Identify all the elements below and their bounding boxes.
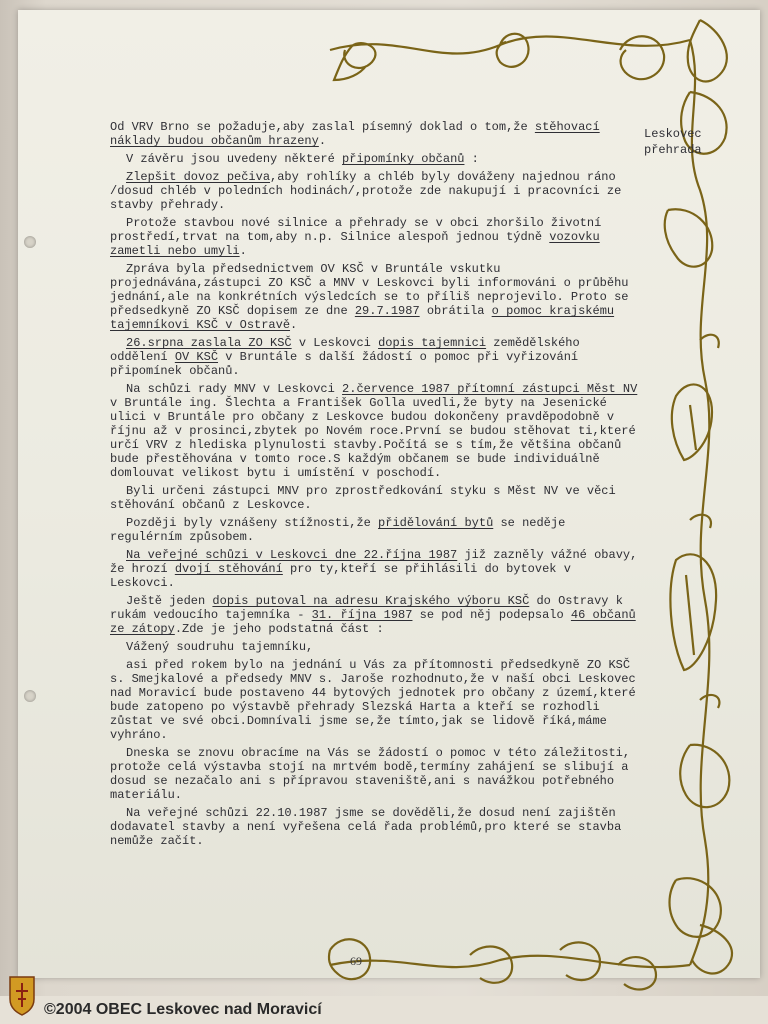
document-paragraph xyxy=(110,216,640,258)
text-run: Dneska se znovu obracíme na Vás se žádostí o pomoc v této záležitosti, protože celá výstavba stojí na mrtvém bodě,termíny zahájení se slibují a dosud se nezačalo ani s přípravou staveniště,ani s navážkou potřebného materiálu. xyxy=(110,746,631,802)
punch-hole xyxy=(24,236,36,248)
document-paragraph xyxy=(110,746,640,802)
text-run: Vážený soudruhu tajemníku, xyxy=(126,640,314,654)
underlined-phrase: 46 občanů ze zátopy xyxy=(110,608,636,636)
document-paragraph xyxy=(110,484,640,512)
text-run: Byli určeni zástupci MNV pro zprostředkování styku s Měst NV ve věci stěhování občanů z Leskovce. xyxy=(110,484,616,512)
underlined-phrase: 2.července 1987 přítomní zástupci Měst NV xyxy=(342,382,638,396)
text-run: do Ostravy k rukám vedoucího tajemníka - xyxy=(110,594,623,622)
text-run: již zazněly vážné obavy, že hrozí xyxy=(110,548,638,576)
underlined-phrase: OV KSČ xyxy=(174,350,219,364)
punch-hole xyxy=(24,690,36,702)
underlined-phrase: stěhovací náklady budou občanům hrazeny xyxy=(110,120,600,148)
text-run: pro ty,kteří se přihlásili do bytovek v Leskovci. xyxy=(110,562,571,590)
text-run: Protože stavbou nové silnice a přehrady se v obci zhoršilo životní prostředí,trvat na tom,aby n.p. Silnice alespoň jednou týdně xyxy=(110,216,602,244)
text-run: asi před rokem bylo na jednání u Vás za přítomnosti předsedkyně ZO KSČ s. Smejkalové a předsedy MNV s. Jaroše rozhodnuto,že v naší obci Leskovec nad Moravicí bude postaveno 44 bytových jednotek pro občany z území,které bude zatopeno po výstavbě přehrady Slezská Harta a kteří se rozhodli zůstat ve své obci.Domnívali jsme se,že tímto,jak se lidově říká,máme vyhráno. xyxy=(110,658,636,742)
underlined-phrase: dopis tajemnici xyxy=(378,336,487,350)
text-run: V závěru jsou uvedeny některé xyxy=(126,152,343,166)
page-number: 69 xyxy=(350,954,362,968)
text-run: Zpráva byla předsednictvem OV KSČ v Bruntále vskutku projednávána,zástupci ZO KSČ a MNV v Leskovci byli informováni o průběhu jednání,ale na konkrétních výsledcích se to příliš neprojevilo. Proto se předsedkyně ZO KSČ dopisem ze dne xyxy=(110,262,629,318)
document-paragraph xyxy=(110,658,640,742)
document-paragraph xyxy=(110,516,640,544)
document-paragraph xyxy=(110,336,640,378)
text-run: Později byly vznášeny stížnosti,že xyxy=(126,516,379,530)
underlined-phrase: 31. října 1987 xyxy=(311,608,413,622)
text-run: v Bruntále ing. Šlechta a František Golla uvedli,že byty na Jesenické ulici v Bruntále pro občany z Leskovce budou dokončeny pravděpodobně v říjnu až v prosinci,zbytek po Novém roce.První se budou stěhovat ti,které určí VRV z hlediska plynulosti stavby.Počítá se s tím,že většina občanů bude přestěhována v tomto roce.S každým občanem se bude individuálně domlouvat velikost bytu i umístění v poschodí. xyxy=(110,396,636,480)
text-run: . xyxy=(290,318,298,332)
underlined-phrase: přidělování bytů xyxy=(378,516,494,530)
text-run: se neděje regulérním způsobem. xyxy=(110,516,566,544)
margin-note-line: přehrada xyxy=(644,143,702,157)
document-paragraph xyxy=(110,152,640,166)
document-paragraph xyxy=(110,170,640,212)
text-run: .Zde je jeho podstatná část : xyxy=(174,622,384,636)
underlined-phrase: 29.7.1987 xyxy=(354,304,420,318)
document-body-text xyxy=(110,120,640,852)
document-paragraph xyxy=(110,806,640,848)
document-paragraph xyxy=(110,262,640,332)
document-paragraph xyxy=(110,382,640,480)
underlined-phrase: Zlepšit dovoz pečiva xyxy=(126,170,271,184)
text-run: zemědělského oddělení xyxy=(110,336,580,364)
underlined-phrase: dopis putoval na adresu Krajského výboru KSČ xyxy=(212,594,530,608)
text-run: v Leskovci xyxy=(291,336,379,350)
underlined-phrase: Na veřejné schůzi v Leskovci dne 22.října 1987 xyxy=(126,548,458,562)
underlined-phrase: dvojí stěhování xyxy=(174,562,283,576)
text-run: Na veřejné schůzi 22.10.1987 jsme se dověděli,že dosud není zajištěn dodavatel stavby a není vyřešena celá řada problémů,pro které se stavba nemůže začít. xyxy=(110,806,622,848)
document-paragraph xyxy=(110,120,640,148)
village-coat-of-arms-icon xyxy=(8,973,36,1017)
underlined-phrase: vozovku zametli nebo umyli xyxy=(110,230,600,258)
copyright-text: ©2004 OBEC Leskovec nad Moravicí xyxy=(44,1001,322,1018)
document-paragraph xyxy=(110,548,640,590)
underlined-phrase: připomínky občanů xyxy=(342,152,465,166)
underlined-phrase: o pomoc krajskému tajemníkovi KSČ v Ostravě xyxy=(110,304,615,332)
text-run: : xyxy=(464,152,479,166)
text-run: Ještě jeden xyxy=(126,594,213,608)
text-run: . xyxy=(239,244,247,258)
text-run: obrátila xyxy=(419,304,492,318)
text-run: ,aby rohlíky a chléb byly dováženy najednou ráno /dosud chléb v poledních hodinách/,protože zde nakupují i pracovníci ze stavby přehrady. xyxy=(110,170,622,212)
text-run: Na schůzi rady MNV v Leskovci xyxy=(126,382,343,396)
margin-note xyxy=(644,126,724,158)
text-run: v Bruntále s další žádostí o pomoc při vyřizování připomínek občanů. xyxy=(110,350,579,378)
document-paragraph xyxy=(110,594,640,636)
text-run: se pod něj podepsalo xyxy=(412,608,571,622)
underlined-phrase: 26.srpna zaslala ZO KSČ xyxy=(126,336,292,350)
text-run: . xyxy=(318,134,327,148)
margin-note-line: Leskovec xyxy=(644,127,702,141)
text-run: Od VRV Brno se požaduje,aby zaslal písemný doklad o tom,že xyxy=(110,120,535,134)
document-paragraph xyxy=(110,640,640,654)
